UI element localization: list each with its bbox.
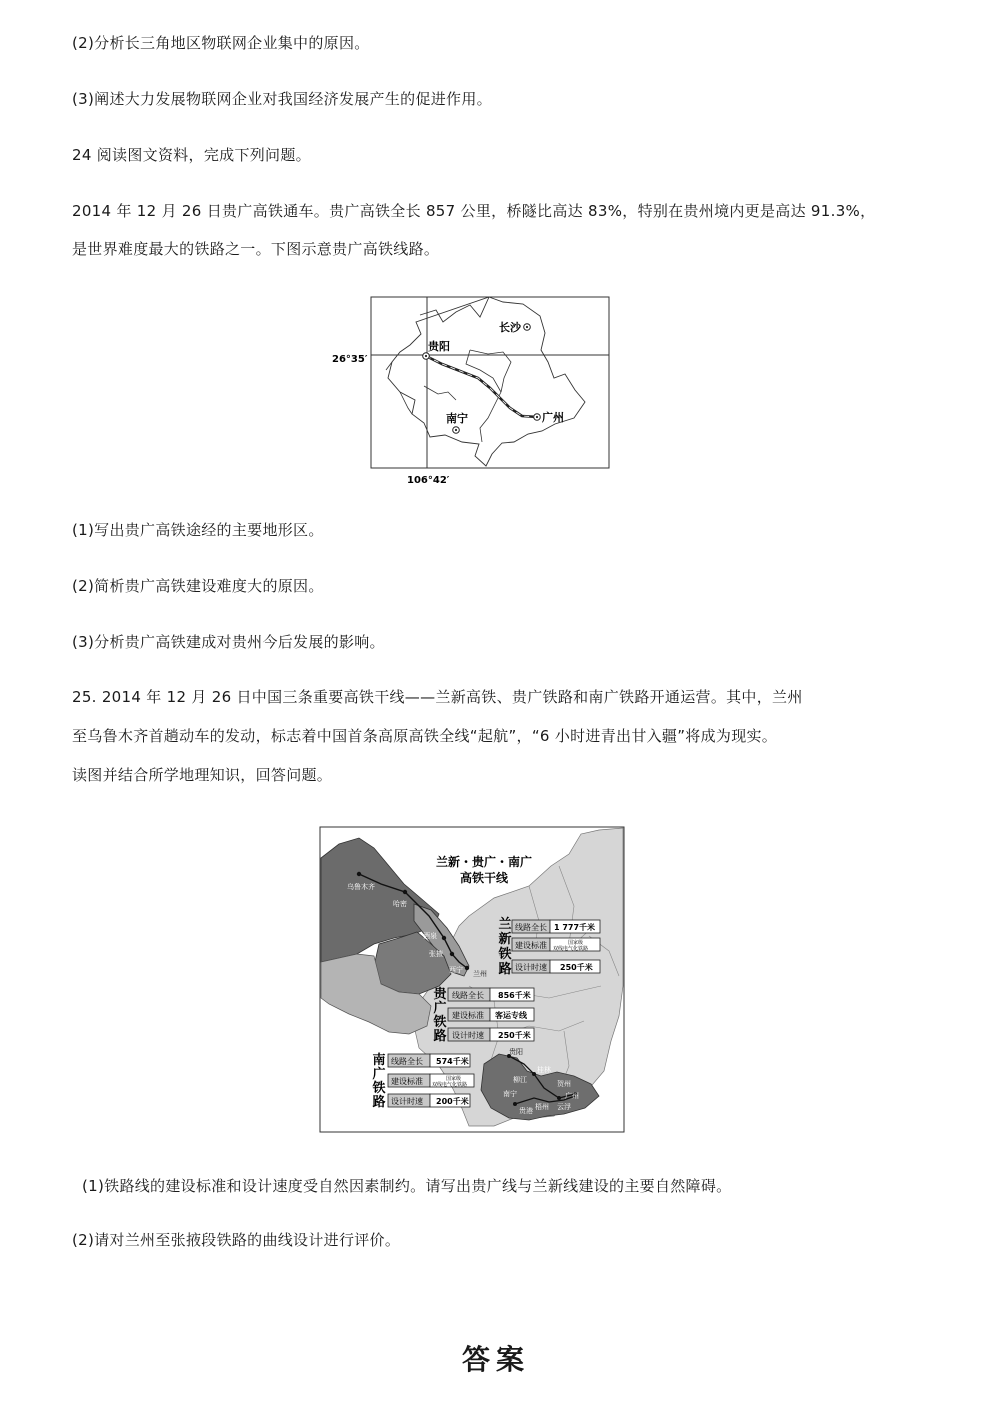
city-nanning: 南宁 [446,412,468,425]
longitude-label: 106°42′ [407,475,450,486]
nanguang-row-length: 线路全长 [391,1057,423,1066]
q23-sub3: (3)阐述大力发展物联网企业对我国经济发展产生的促进作用。 [72,90,492,108]
lanxin-standard-1: 国家级 [568,940,584,946]
place-wuzhou: 梧州 [535,1103,549,1111]
q24-sub3: (3)分析贵广高铁建成对贵州今后发展的影响。 [72,633,385,651]
nanguang-length: 574千米 [436,1057,469,1066]
answer-heading: 答案 [461,1343,530,1376]
place-guangzhou: 广州 [565,1092,579,1100]
lanxin-row-standard: 建设标准 [515,941,547,950]
q24-paragraph-line2: 是世界难度最大的铁路之一。下图示意贵广高铁线路。 [72,240,440,258]
nanguang-char-2: 广 [372,1067,386,1082]
place-liujiang: 柳江 [513,1076,527,1084]
guiguang-speed: 250千米 [498,1031,531,1040]
place-yunfu: 云浮 [557,1103,571,1111]
place-hezhou: 贺州 [557,1080,571,1088]
place-xining: 西宁 [449,966,463,974]
lanxin-length: 1 777千米 [554,923,596,932]
guiguang-map [328,290,628,490]
nanguang-char-3: 铁 [372,1081,386,1096]
guiguang-standard: 客运专线 [495,1011,527,1020]
guiguang-char-4: 路 [433,1029,447,1044]
place-jiuquan: 酒泉 [423,932,437,940]
city-changsha: 长沙 [499,321,521,334]
q25-sub1: (1)铁路线的建设标准和设计速度受自然因素制约。请写出贵广线与兰新线建设的主要自然障碍。 [82,1177,732,1195]
q25-sub2: (2)请对兰州至张掖段铁路的曲线设计进行评价。 [72,1231,401,1249]
q24-sub2: (2)简析贵广高铁建设难度大的原因。 [72,577,324,595]
city-guangzhou: 广州 [542,411,564,424]
place-guilin: 桂林 [537,1066,551,1074]
guiguang-char-1: 贵 [433,987,447,1002]
lanxin-speed: 250千米 [560,963,593,972]
nanguang-standard-2: 双线电气化铁路 [432,1082,468,1088]
nanguang-char-1: 南 [372,1053,386,1068]
guiguang-row-speed: 设计时速 [452,1031,484,1040]
lanxin-char-3: 铁 [498,947,512,962]
nanguang-standard-1: 国家级 [446,1076,462,1082]
latitude-label: 26°35′ [332,354,368,365]
q23-sub2: (2)分析长三角地区物联网企业集中的原因。 [72,34,370,52]
q24-paragraph-line1: 2014 年 12 月 26 日贵广高铁通车。贵广高铁全长 857 公里，桥隧比高达 83%，特别在贵州境内更是高达 91.3%， [72,202,876,220]
guiguang-char-3: 铁 [433,1015,447,1030]
guiguang-length: 856千米 [498,991,531,1000]
guiguang-char-2: 广 [433,1001,447,1016]
lanxin-row-length: 线路全长 [515,923,547,932]
q24-title: 24 阅读图文资料，完成下列问题。 [72,146,311,164]
lanxin-char-4: 路 [498,962,512,977]
map-title-line1: 兰新・贵广・南广 [435,855,533,869]
q25-paragraph-line2: 至乌鲁木齐首趟动车的发动，标志着中国首条高原高铁全线“起航”，“6 小时进青出甘入疆”将成为现实。 [72,727,778,745]
guiguang-row-length: 线路全长 [452,991,484,1000]
lanxin-char-2: 新 [498,932,512,947]
q25-paragraph-line1: 25. 2014 年 12 月 26 日中国三条重要高铁干线——兰新高铁、贵广铁路和南广铁路开通运营。其中，兰州 [72,688,803,706]
place-lanzhou: 兰州 [473,970,487,978]
nanguang-char-4: 路 [372,1095,386,1110]
place-guigang: 贵港 [519,1107,533,1115]
place-zhangye: 张掖 [429,950,443,958]
city-guiyang: 贵阳 [428,340,450,353]
place-nanning: 南宁 [503,1090,517,1098]
lanxin-standard-2: 双线电气化铁路 [553,946,589,952]
nanguang-row-standard: 建设标准 [391,1077,423,1086]
place-guiyang: 贵阳 [509,1048,523,1056]
place-hami: 哈密 [393,900,407,908]
nanguang-row-speed: 设计时速 [391,1097,423,1106]
railway-trunk-map [319,826,626,1134]
q24-sub1: (1)写出贵广高铁途经的主要地形区。 [72,521,324,539]
guiguang-row-standard: 建设标准 [452,1011,484,1020]
lanxin-row-speed: 设计时速 [515,963,547,972]
q25-paragraph-line3: 读图并结合所学地理知识，回答问题。 [72,766,333,784]
lanxin-char-1: 兰 [498,917,512,932]
map-title-line2: 高铁干线 [459,871,509,885]
nanguang-speed: 200千米 [436,1097,469,1106]
place-urumqi: 乌鲁木齐 [347,883,375,891]
